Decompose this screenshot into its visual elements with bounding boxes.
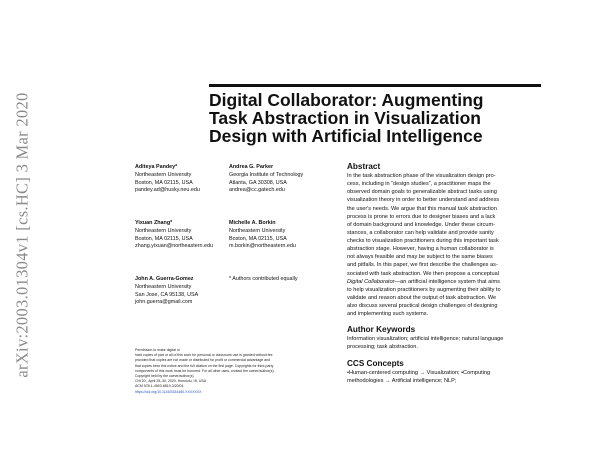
title-line: Task Abstraction in Visualization — [209, 108, 481, 128]
keywords-heading: Author Keywords — [347, 325, 416, 335]
right-column — [347, 162, 543, 385]
author-affiliation: Northeastern University — [229, 227, 286, 234]
permission-line: Copyright held by the owner/author(s). — [135, 374, 195, 379]
permission-line: components of this work must be honored. For all other uses, contact the owner/author(s). — [135, 368, 275, 373]
permission-line: provided that copies are not made or distributed for profit or commercial advantage and — [135, 358, 271, 363]
author-name: John A. Guerra-Gomez — [135, 276, 194, 282]
author-email[interactable]: m.borkin@northeastern.edu — [229, 243, 296, 250]
permission-line: hard copies of part or all of this work for personal or classroom use is granted without fee — [135, 353, 273, 358]
author-name: Michelle A. Borkin — [229, 220, 276, 226]
equal-contribution-note: * Authors contributed equally — [229, 276, 298, 282]
keywords-body — [347, 335, 543, 351]
ccs-line: methodologies → Artificial intelligence; NLP; — [347, 377, 457, 384]
author-name: Aditeya Pandey* — [135, 164, 178, 170]
ccs-line: •Human-centered computing → Visualization; •Computing — [347, 369, 491, 376]
permission-notice — [135, 348, 335, 395]
author-address: Boston, MA 02115, USA — [229, 235, 287, 242]
author-email[interactable]: zhang.yixuan@northeastern.edu — [135, 243, 213, 250]
title-line: Design with Artificial Intelligence — [209, 126, 483, 146]
keywords-line: processing; task abstraction. — [347, 344, 418, 351]
doi-link[interactable]: https://doi.org/10.1145/3334480.XXXXXXX — [135, 389, 202, 394]
title-line: Digital Collaborator: Augmenting — [209, 90, 484, 110]
abstract-heading: Abstract — [347, 162, 381, 171]
author-parker — [229, 164, 303, 195]
ccs-body — [347, 369, 543, 385]
arxiv-stamp — [10, 30, 36, 440]
permission-line: ACM 978-1-4503-6819-3/20/04. — [135, 384, 185, 389]
author-address: Boston, MA 02115, USA — [135, 179, 193, 186]
abstract-line: validate and reason about the output of task abstraction. We — [347, 294, 497, 301]
author-address: San Jose, CA 95138, USA — [135, 291, 199, 298]
abstract-line: In the task abstraction phase of the visualization design pro- — [347, 173, 496, 179]
abstract-body — [347, 172, 543, 318]
abstract-line: visualization theory in order to better understand and address — [347, 197, 500, 204]
author-pandey — [135, 164, 200, 195]
author-email[interactable]: john.guerra@gmail.com — [135, 299, 193, 306]
abstract-line: of domain background and knowledge. Under these circum- — [347, 221, 496, 228]
abstract-line: abstraction stage. However, having a human collaborator is — [347, 246, 494, 253]
abstract-line: sociated with task abstraction. We then propose a conceptual — [347, 270, 499, 277]
abstract-line: and pitfalls. In this paper, we first describe the challenges as- — [347, 262, 498, 269]
author-email[interactable]: andrea@cc.gatech.edu — [229, 187, 285, 194]
author-email[interactable]: pandey.ad@husky.neu.edu — [135, 187, 200, 194]
abstract-line: checks to visualization practitioners during this important task — [347, 238, 499, 244]
abstract-line: also discuss several practical design challenges of designing — [347, 303, 498, 309]
author-affiliation: Northeastern University — [135, 171, 192, 178]
author-name: Yixuan Zhang* — [135, 220, 173, 226]
abstract-line: process is prone to errors due to designer biases and a lack — [347, 213, 496, 220]
abstract-line: the user's needs. We argue that this manual task abstraction — [347, 205, 497, 212]
author-affiliation: Northeastern University — [135, 283, 192, 290]
keywords-line: Information visualization; artificial intelligence; natural language — [347, 336, 504, 343]
author-zhang — [135, 220, 213, 251]
paper-title — [209, 91, 539, 145]
author-address: Atlanta, GA 30308, USA — [229, 179, 287, 186]
arxiv-id-text: arXiv:2003.01304v1 [cs.HC] 3 Mar 2020 — [13, 92, 32, 378]
abstract-line: Digital Collaborator—an artificial intelligence system that aims — [347, 278, 500, 285]
abstract-line: not always feasible and may be subject to the same biases — [347, 254, 493, 261]
abstract-line: to help visualization practitioners by augmenting their ability to — [347, 286, 501, 293]
ccs-heading: CCS Concepts — [347, 358, 404, 368]
permission-line: that copies bear this notice and the full citation on the first page. Copyrights for third-party — [135, 363, 274, 368]
author-affiliation: Northeastern University — [135, 227, 192, 234]
abstract-line: cess, including in “design studies”, a practitioner maps the — [347, 181, 491, 188]
permission-line: Permission to make digital or — [135, 348, 180, 352]
abstract-line: stances, a collaborator can help validate and provide sanity — [347, 229, 494, 236]
abstract-line: and implementing such systems. — [347, 311, 429, 318]
author-address: Boston, MA 02115, USA — [135, 235, 193, 242]
permission-line: CHI'20,, April 25–30, 2020, Honolulu, HI, USA — [135, 379, 207, 384]
title-rule — [209, 84, 541, 87]
author-guerra-gomez — [135, 276, 198, 307]
abstract-line: observed domain goals to generalizable abstract tasks using — [347, 189, 497, 196]
author-affiliation: Georgia Institute of Technology — [229, 171, 304, 178]
author-name: Andrea G. Parker — [229, 164, 274, 170]
author-borkin — [229, 220, 296, 251]
